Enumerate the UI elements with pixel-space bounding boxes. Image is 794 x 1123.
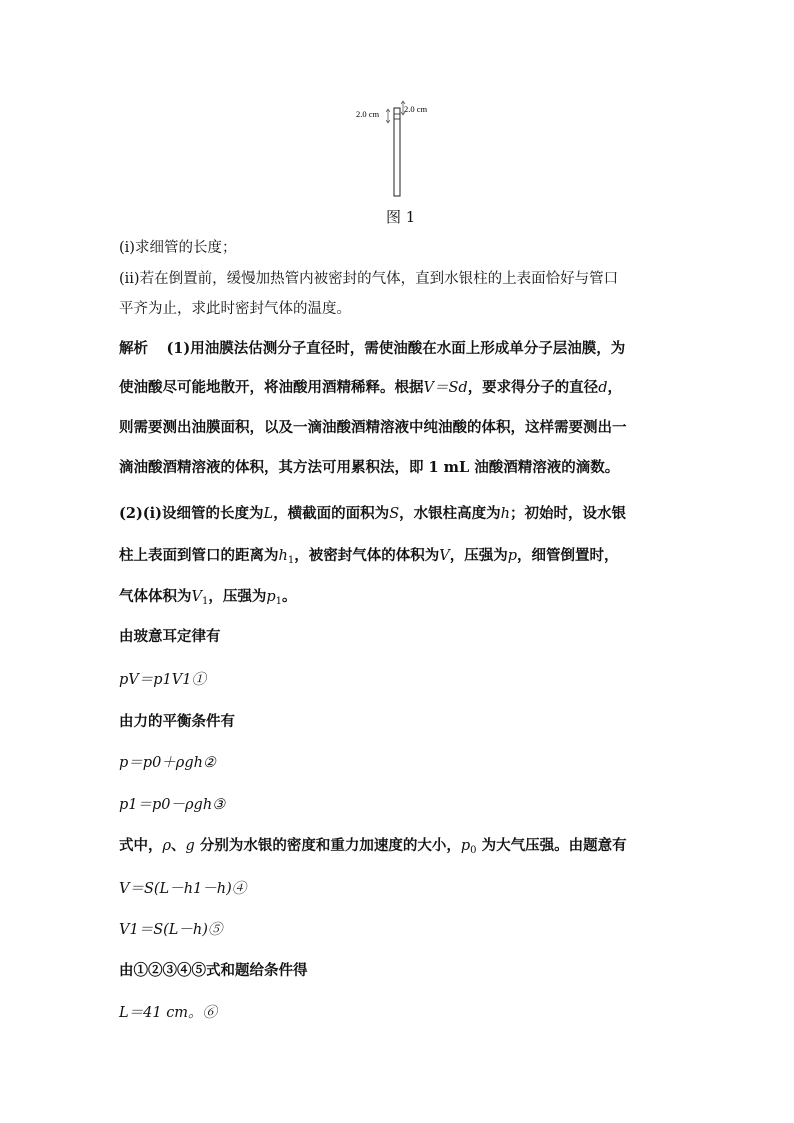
label-left: 2.0 cm [356, 109, 380, 119]
formula: V＝Sd [423, 380, 468, 396]
balance-line: 由力的平衡条件有 [119, 713, 235, 730]
law-line: 由玻意耳定律有 [119, 628, 221, 645]
solution-line-5 [119, 507, 626, 522]
solution-text: ，被密封气体的体积为 [294, 547, 440, 564]
equation-5: V1＝S(L－h)⑤ [119, 922, 223, 938]
solution-tag: 解析 [119, 340, 148, 357]
combine-line: 由①②③④⑤式和题给条件得 [119, 962, 308, 979]
variable: h [278, 548, 288, 564]
subscript: 1 [275, 596, 283, 607]
subscript: 1 [201, 596, 209, 607]
solution-text: ，压强为 [449, 547, 508, 564]
solution-text: ，压强为 [208, 588, 267, 605]
solution-line-6 [119, 549, 619, 566]
solution-line-3: 则需要测出油膜面积，以及一滴油酸酒精溶液中纯油酸的体积，这样需要测出一 [119, 419, 627, 436]
solution-line-1 [119, 342, 625, 357]
solution-text: ；初始时，设水银 [509, 505, 626, 522]
solution-text: ，细管倒置时， [517, 547, 619, 564]
label-right: 2.0 cm [404, 104, 428, 114]
note-line [119, 839, 627, 856]
question-2-line1: (ⅱ)若在倒置前，缓慢加热管内被密封的气体，直到水银柱的上表面恰好与管口 [119, 271, 619, 287]
solution-text: 、 [171, 837, 186, 854]
subscript: 1 [287, 555, 295, 566]
solution-line-7 [119, 590, 297, 607]
solution-line-4: 滴油酸酒精溶液的体积，其方法可用累积法，即 1 mL 油酸酒精溶液的滴数。 [119, 459, 620, 476]
solution-text: (2)(ⅰ)设细管的长度为 [119, 505, 264, 522]
solution-text: ，要求得分子的直径 [467, 379, 599, 396]
variable: h [500, 506, 510, 522]
solution-text: 使油酸尽可能地散开，将油酸用酒精稀释。根据 [119, 379, 424, 396]
subscript: 0 [470, 845, 477, 856]
solution-line-2 [119, 381, 622, 396]
solution-text: ，水银柱高度为 [399, 505, 501, 522]
question-1: (ⅰ)求细管的长度； [119, 240, 237, 256]
equation-2: p＝p0＋ρgh② [119, 755, 216, 771]
solution-text: 分别为水银的密度和重力加速度的大小， [194, 837, 461, 854]
variable: ρ [162, 838, 172, 854]
equation-1: pV＝p1V1① [119, 672, 206, 688]
variable: p [460, 838, 471, 854]
figure-caption: 图 1 [386, 208, 416, 226]
solution-text: ，横截面的面积为 [273, 505, 390, 522]
equation-4: V＝S(L－h1－h)④ [119, 881, 247, 897]
variable: V [191, 589, 202, 605]
variable: d [598, 380, 608, 396]
solution-text: 式中， [119, 837, 163, 854]
solution-text: 柱上表面到管口的距离为 [119, 547, 279, 564]
variable: p [266, 589, 276, 605]
solution-text: 气体体积为 [119, 588, 192, 605]
equation-6: L＝41 cm。⑥ [119, 1005, 218, 1021]
variable: V [439, 548, 450, 564]
solution-text: ， [607, 379, 622, 396]
variable: S [389, 506, 400, 522]
question-2-line2: 平齐为止，求此时密封气体的温度。 [119, 301, 351, 317]
solution-text: 。 [282, 588, 297, 605]
solution-text: 为大气压强。由题意有 [476, 837, 627, 854]
variable: L [263, 506, 274, 522]
equation-3: p1＝p0－ρgh③ [119, 797, 226, 813]
variable: g [185, 838, 195, 854]
variable: p [507, 548, 517, 564]
tube-diagram [340, 92, 460, 202]
solution-text: (1)用油膜法估测分子直径时，需使油酸在水面上形成单分子层油膜，为 [166, 340, 626, 357]
tube-outline [394, 108, 400, 196]
